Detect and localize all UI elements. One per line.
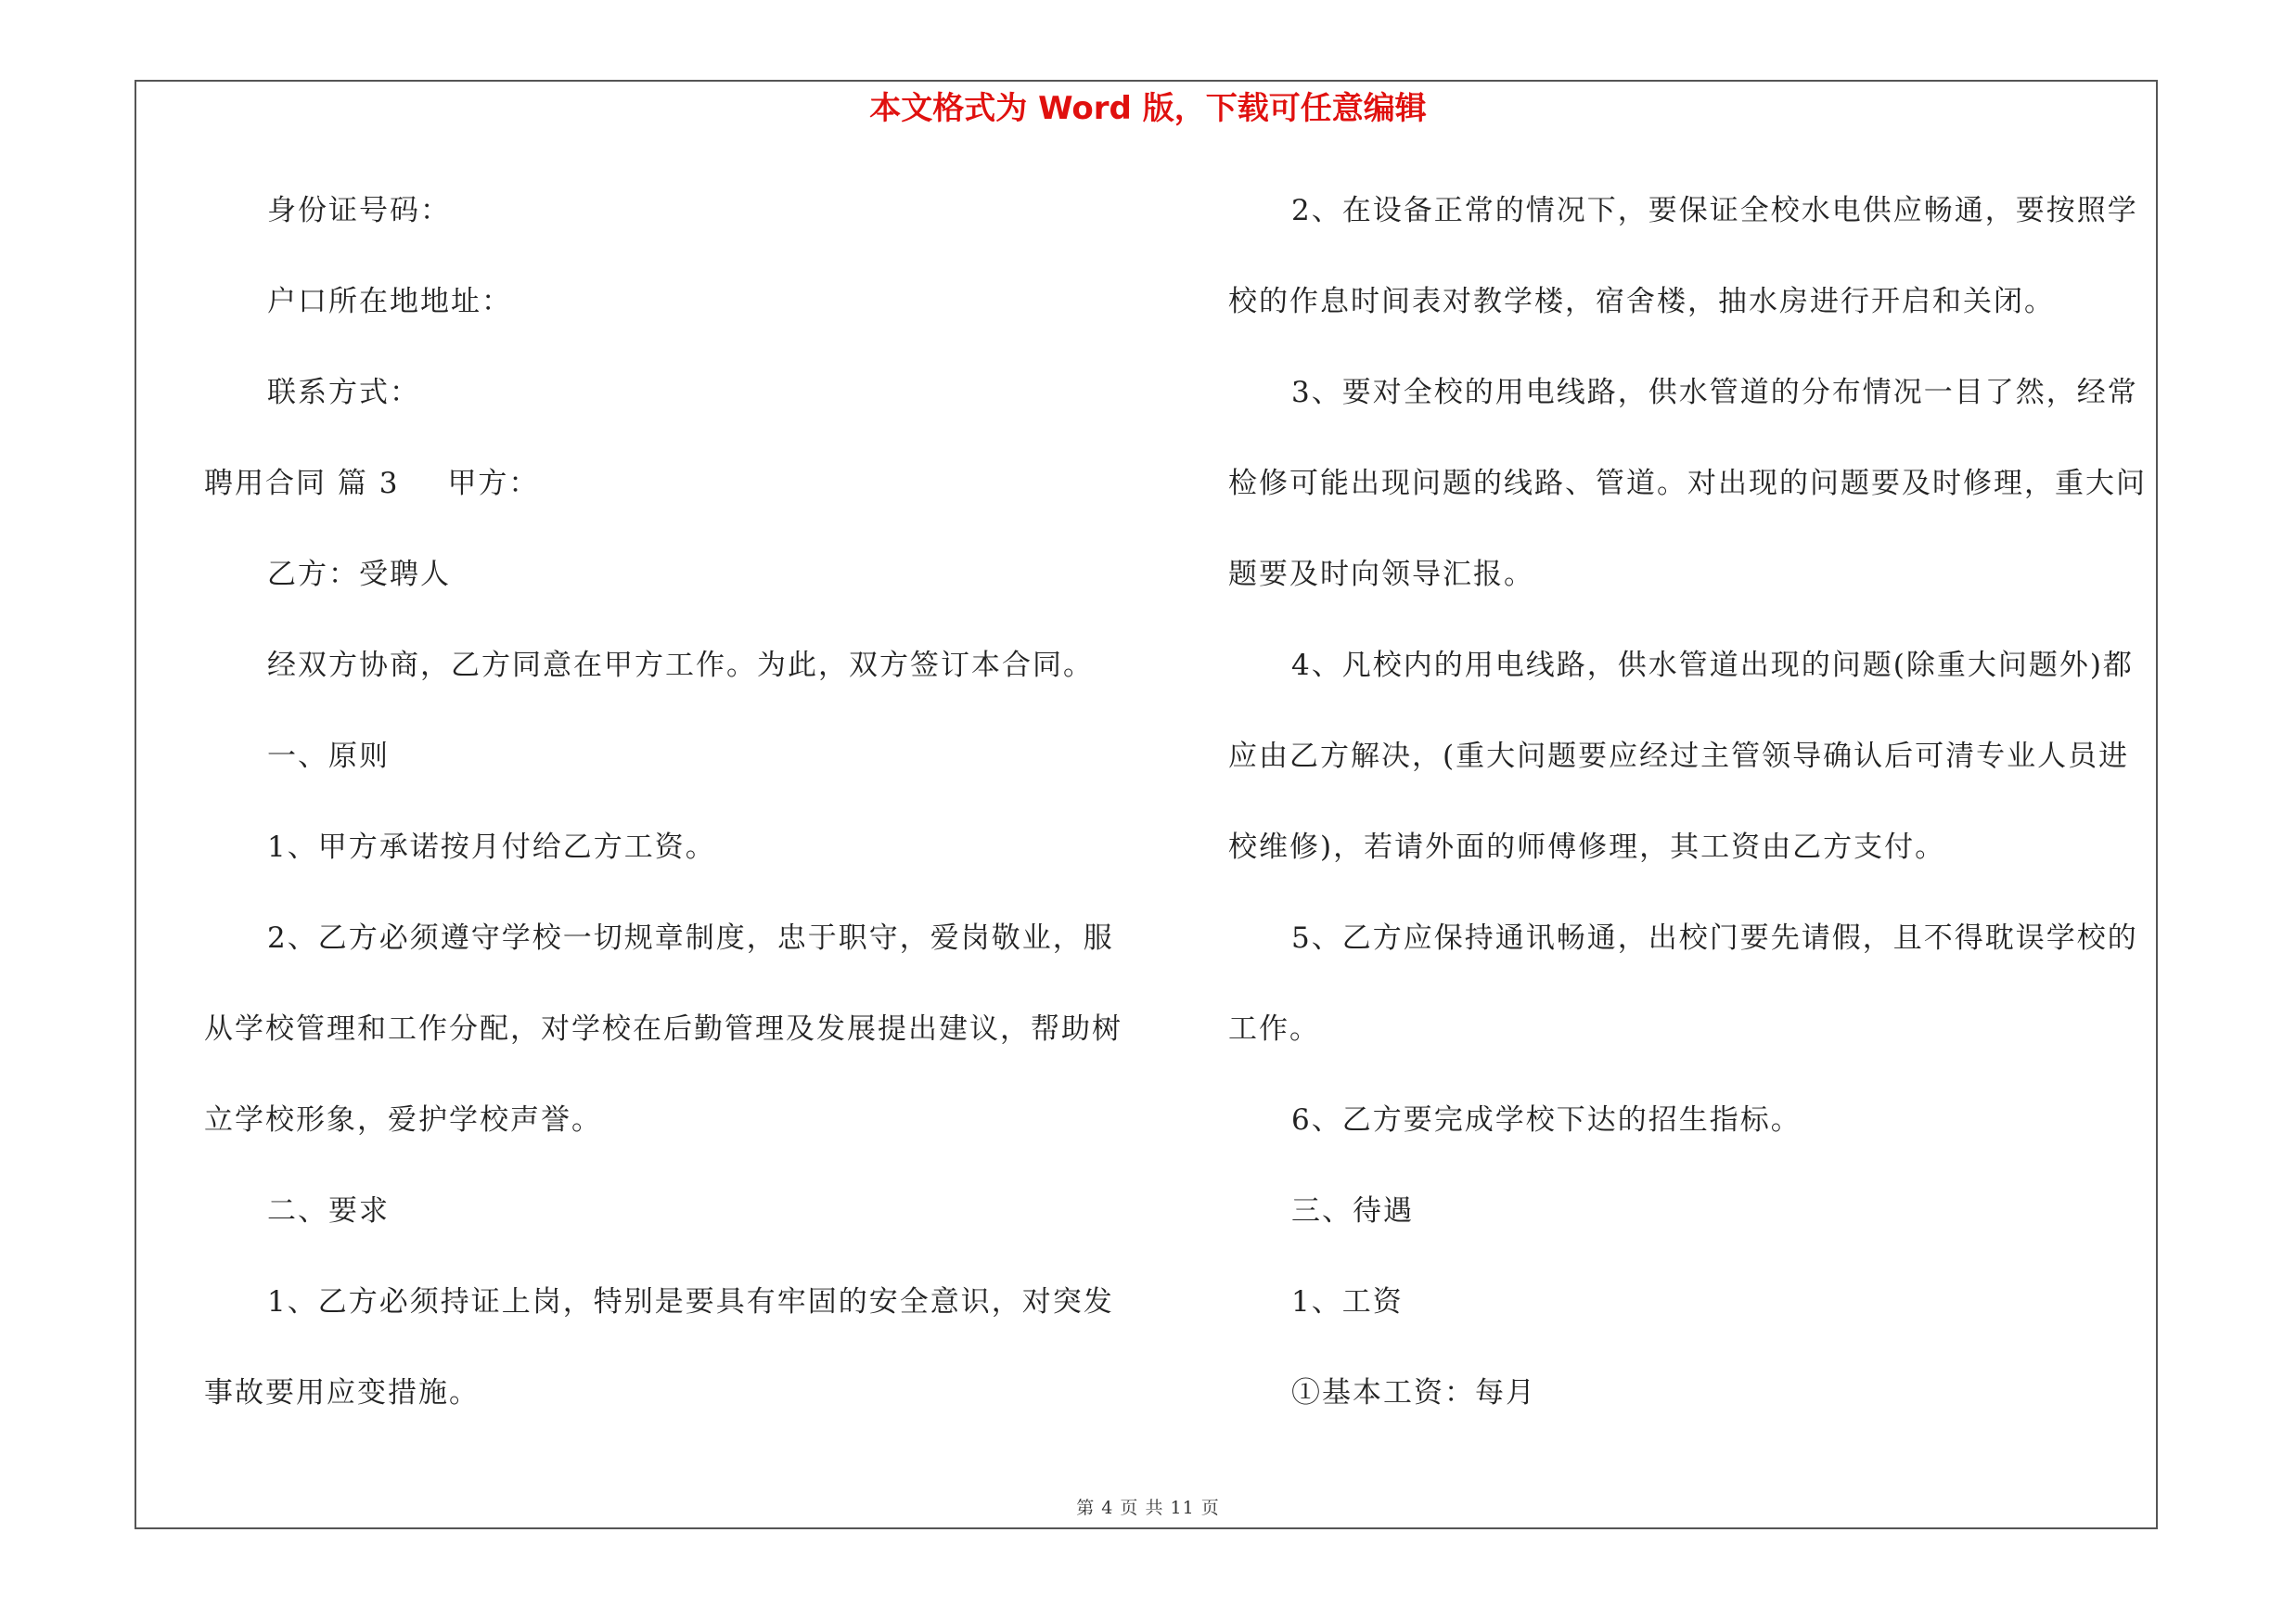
salary-heading: 1、工资 bbox=[1291, 1285, 1404, 1319]
requirement-item-1-line-1: 1、乙方必须持证上岗，特别是要具有牢固的安全意识，对突发 bbox=[267, 1285, 1114, 1319]
contract-header-line bbox=[204, 456, 1132, 547]
requirement-item-4-line-1: 4、凡校内的用电线路，供水管道出现的问题(除重大问题外)都 bbox=[1291, 649, 2134, 682]
principle-item-2-line-3: 立学校形象，爱护学校声誉。 bbox=[204, 1103, 602, 1137]
requirement-item-3-line-2: 检修可能出现问题的线路、管道。对出现的问题要及时修理，重大问 bbox=[1228, 467, 2147, 500]
requirement-item-5-line-1: 5、乙方应保持通讯畅通，出校门要先请假，且不得耽误学校的 bbox=[1291, 921, 2138, 955]
requirement-item-1-line-2: 事故要用应变措施。 bbox=[204, 1376, 480, 1410]
principle-item-2-line-2: 从学校管理和工作分配，对学校在后勤管理及发展提出建议，帮助树 bbox=[204, 1012, 1122, 1046]
principle-item-2-line-1: 2、乙方必须遵守学校一切规章制度，忠于职守，爱岗敬业，服 bbox=[267, 921, 1114, 955]
requirements-heading: 二、要求 bbox=[267, 1194, 390, 1228]
household-address-line: 户口所在地地址： bbox=[267, 285, 512, 318]
requirement-item-6: 6、乙方要完成学校下达的招生指标。 bbox=[1291, 1103, 1802, 1137]
requirement-item-5-line-2: 工作。 bbox=[1228, 1012, 1320, 1046]
principle-item-1: 1、甲方承诺按月付给乙方工资。 bbox=[267, 831, 716, 864]
requirement-item-4-line-2: 应由乙方解决，(重大问题要应经过主管领导确认后可清专业人员进 bbox=[1228, 740, 2130, 773]
requirement-item-2-line-1: 2、在设备正常的情况下，要保证全校水电供应畅通，要按照学 bbox=[1291, 194, 2138, 227]
intro-paragraph: 经双方协商，乙方同意在甲方工作。为此，双方签订本合同。 bbox=[267, 649, 1094, 682]
contact-line: 联系方式： bbox=[267, 376, 420, 409]
benefits-heading: 三、待遇 bbox=[1291, 1194, 1414, 1228]
id-number-line: 身份证号码： bbox=[267, 194, 451, 227]
left-column bbox=[204, 183, 1132, 1456]
requirement-item-4-line-3: 校维修)，若请外面的师傅修理，其工资由乙方支付。 bbox=[1228, 831, 1946, 864]
right-column bbox=[1228, 183, 2147, 1456]
party-b-line: 乙方：受聘人 bbox=[267, 558, 451, 591]
word-format-banner: 本文格式为 Word 版，下载可任意编辑 bbox=[869, 90, 1427, 127]
requirement-item-3-line-3: 题要及时向领导汇报。 bbox=[1228, 558, 1534, 591]
requirement-item-2-line-2: 校的作息时间表对教学楼，宿舍楼，抽水房进行开启和关闭。 bbox=[1228, 285, 2055, 318]
page-number-footer: 第 4 页 共 11 页 bbox=[1076, 1498, 1220, 1518]
basic-salary-line: ①基本工资：每月 bbox=[1291, 1376, 1536, 1410]
principle-heading: 一、原则 bbox=[267, 740, 390, 773]
requirement-item-3-line-1: 3、要对全校的用电线路，供水管道的分布情况一目了然，经常 bbox=[1291, 376, 2138, 409]
section-title: 聘用合同 篇 3 bbox=[204, 467, 400, 500]
party-a-label: 甲方： bbox=[447, 467, 540, 500]
